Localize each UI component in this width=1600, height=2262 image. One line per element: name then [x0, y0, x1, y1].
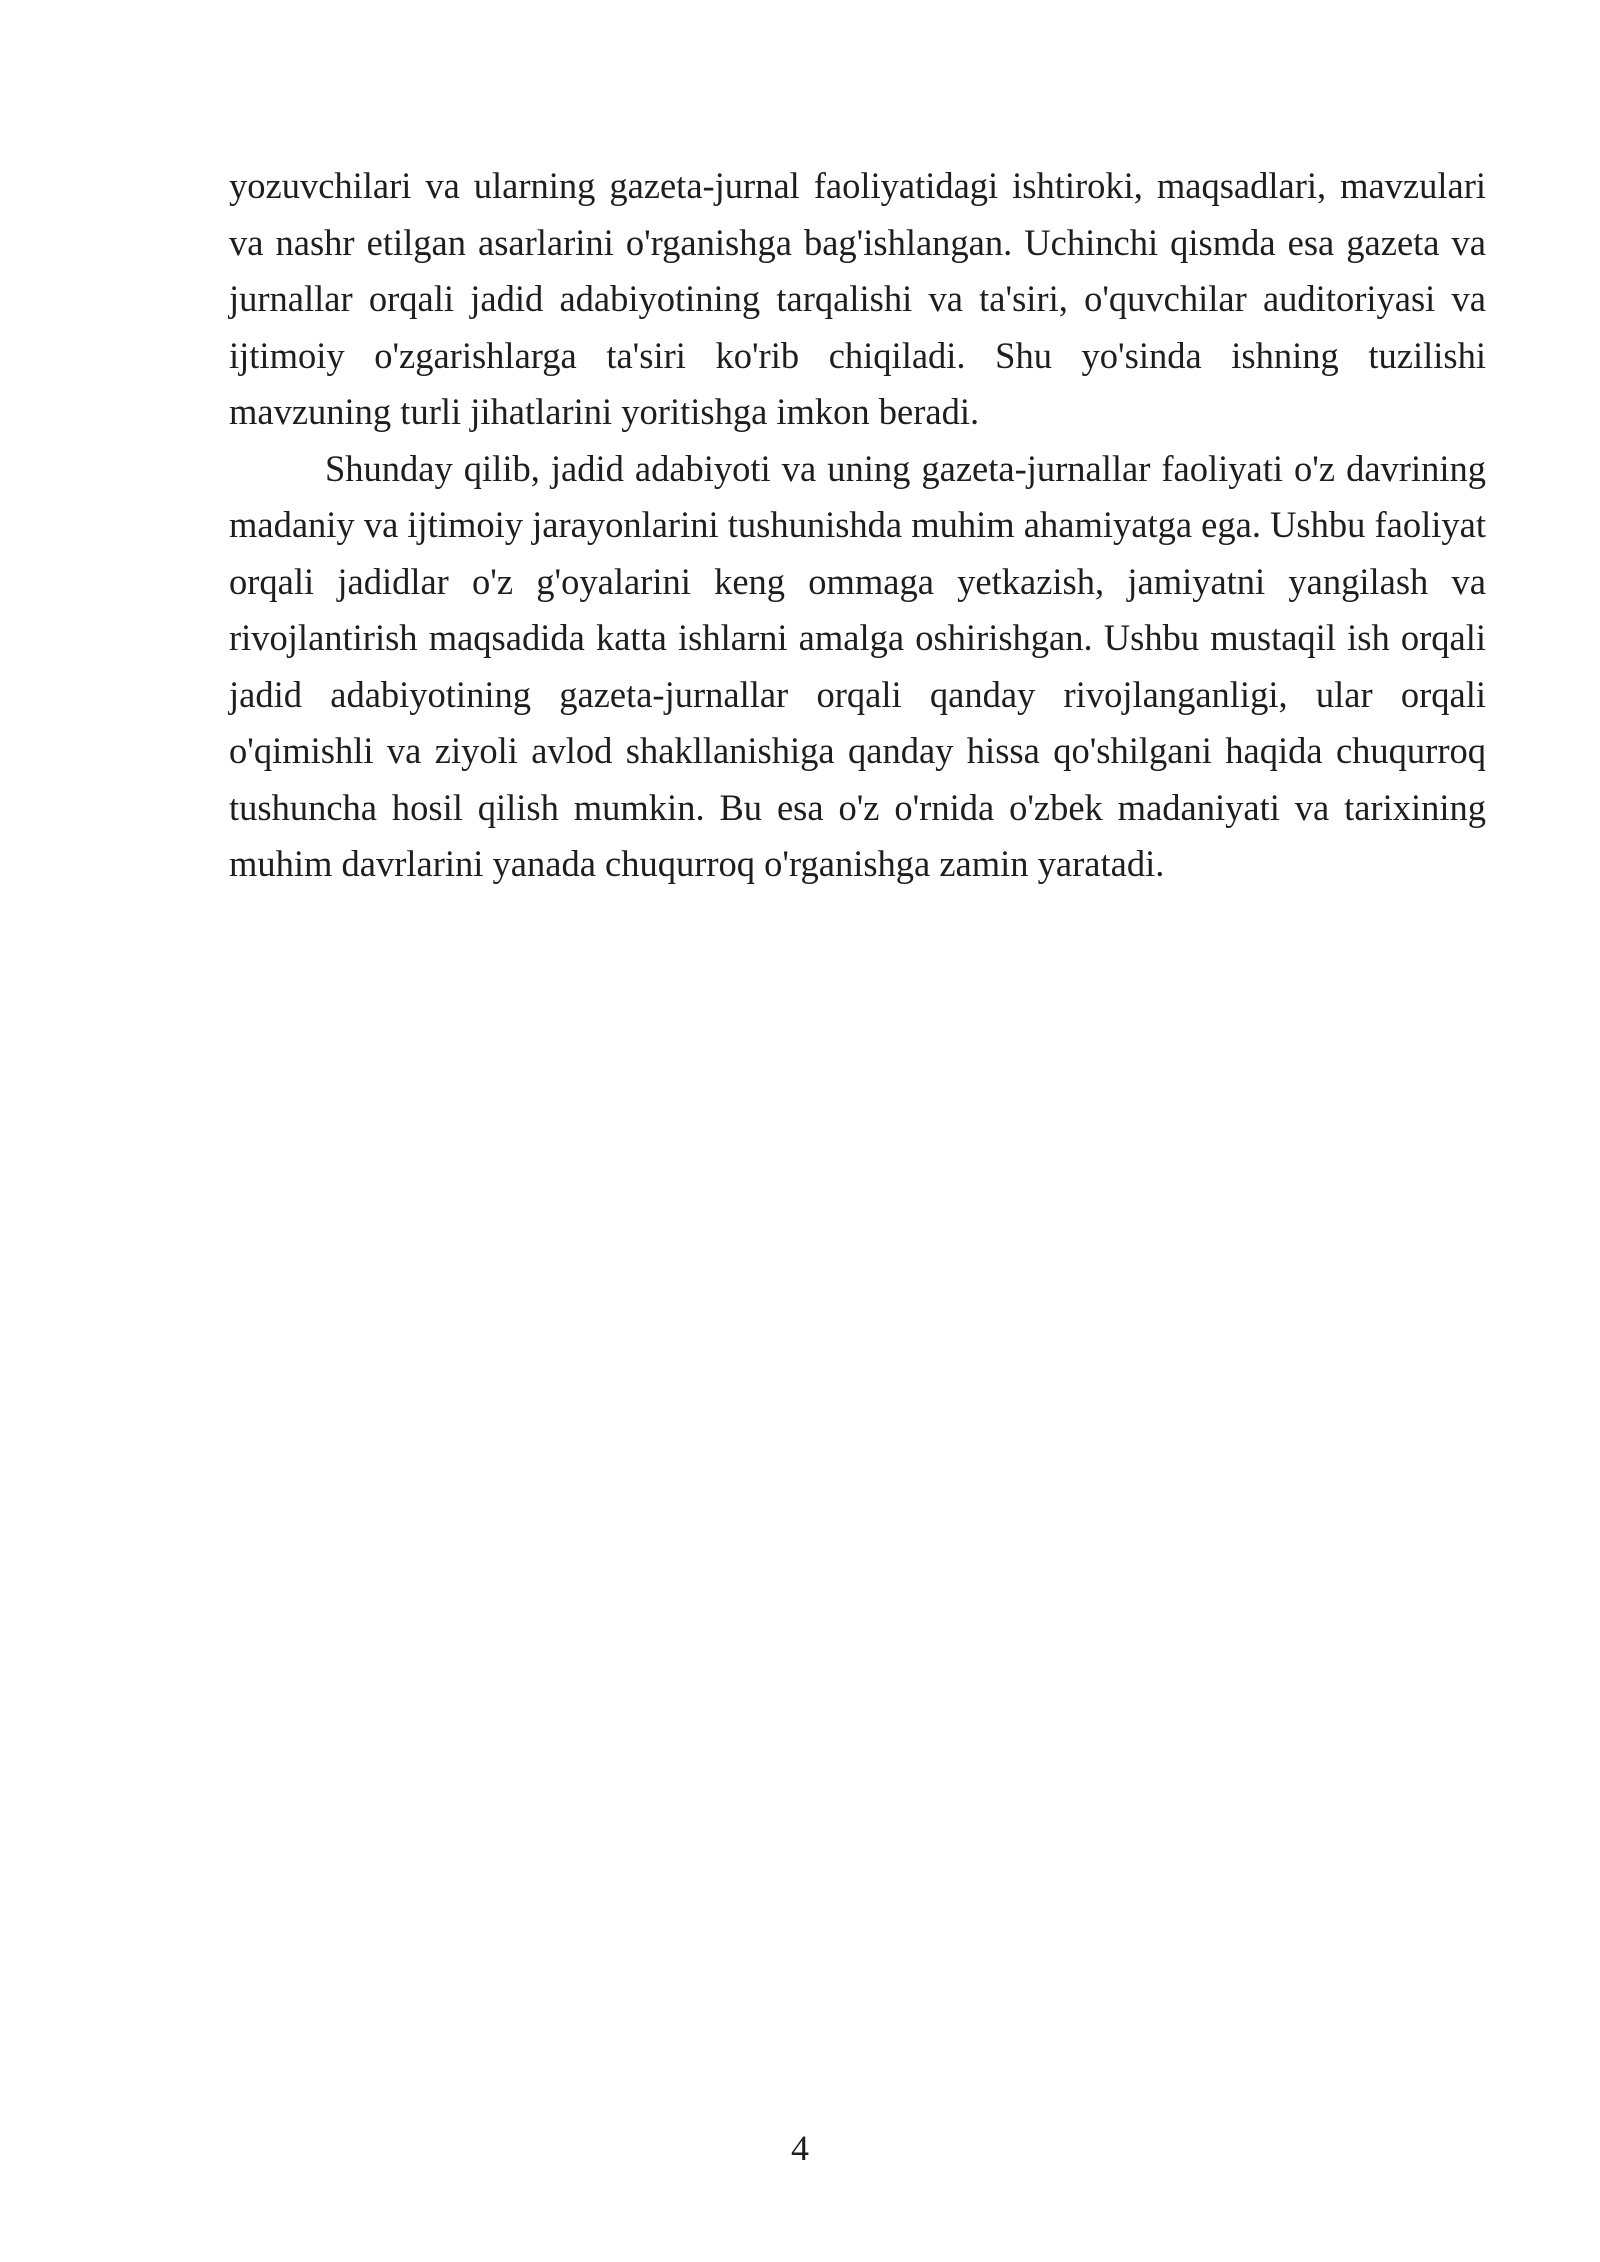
paragraph-continuation: yozuvchilari va ularning gazeta-jurnal faoliyatidagi ishtiroki, maqsadlari, mavzulari va nashr etilgan asarlarini o'rganishga bag'ishlangan. Uchinchi qismda esa gazeta va jurnallar orqali jadid adabiyotining tarqalishi va ta'siri, o'quvchilar auditoriyasi va ijtimoiy o'zgarishlarga ta'siri ko'rib chiqiladi. Shu yo'sinda ishning tuzilishi mavzuning turli jihatlarini yoritishga imkon beradi.: [229, 165, 1486, 432]
body-text: [229, 158, 1486, 893]
paragraph-conclusion: Shunday qilib, jadid adabiyoti va uning gazeta-jurnallar faoliyati o'z davrining madaniy va ijtimoiy jarayonlarini tushunishda muhim ahamiyatga ega. Ushbu faoliyat orqali jadidlar o'z g'oyalarini keng ommaga yetkazish, jamiyatni yangilash va rivojlantirish maqsadida katta ishlarni amalga oshirishgan. Ushbu mustaqil ish orqali jadid adabiyotining gazeta-jurnallar orqali qanday rivojlanganligi, ular orqali o'qimishli va ziyoli avlod shakllanishiga qanday hissa qo'shilgani haqida chuqurroq tushuncha hosil qilish mumkin. Bu esa o'z o'rnida o'zbek madaniyati va tarixining muhim davrlarini yanada chuqurroq o'rganishga zamin yaratadi.: [229, 447, 1486, 884]
page-number: 4: [791, 2128, 809, 2168]
